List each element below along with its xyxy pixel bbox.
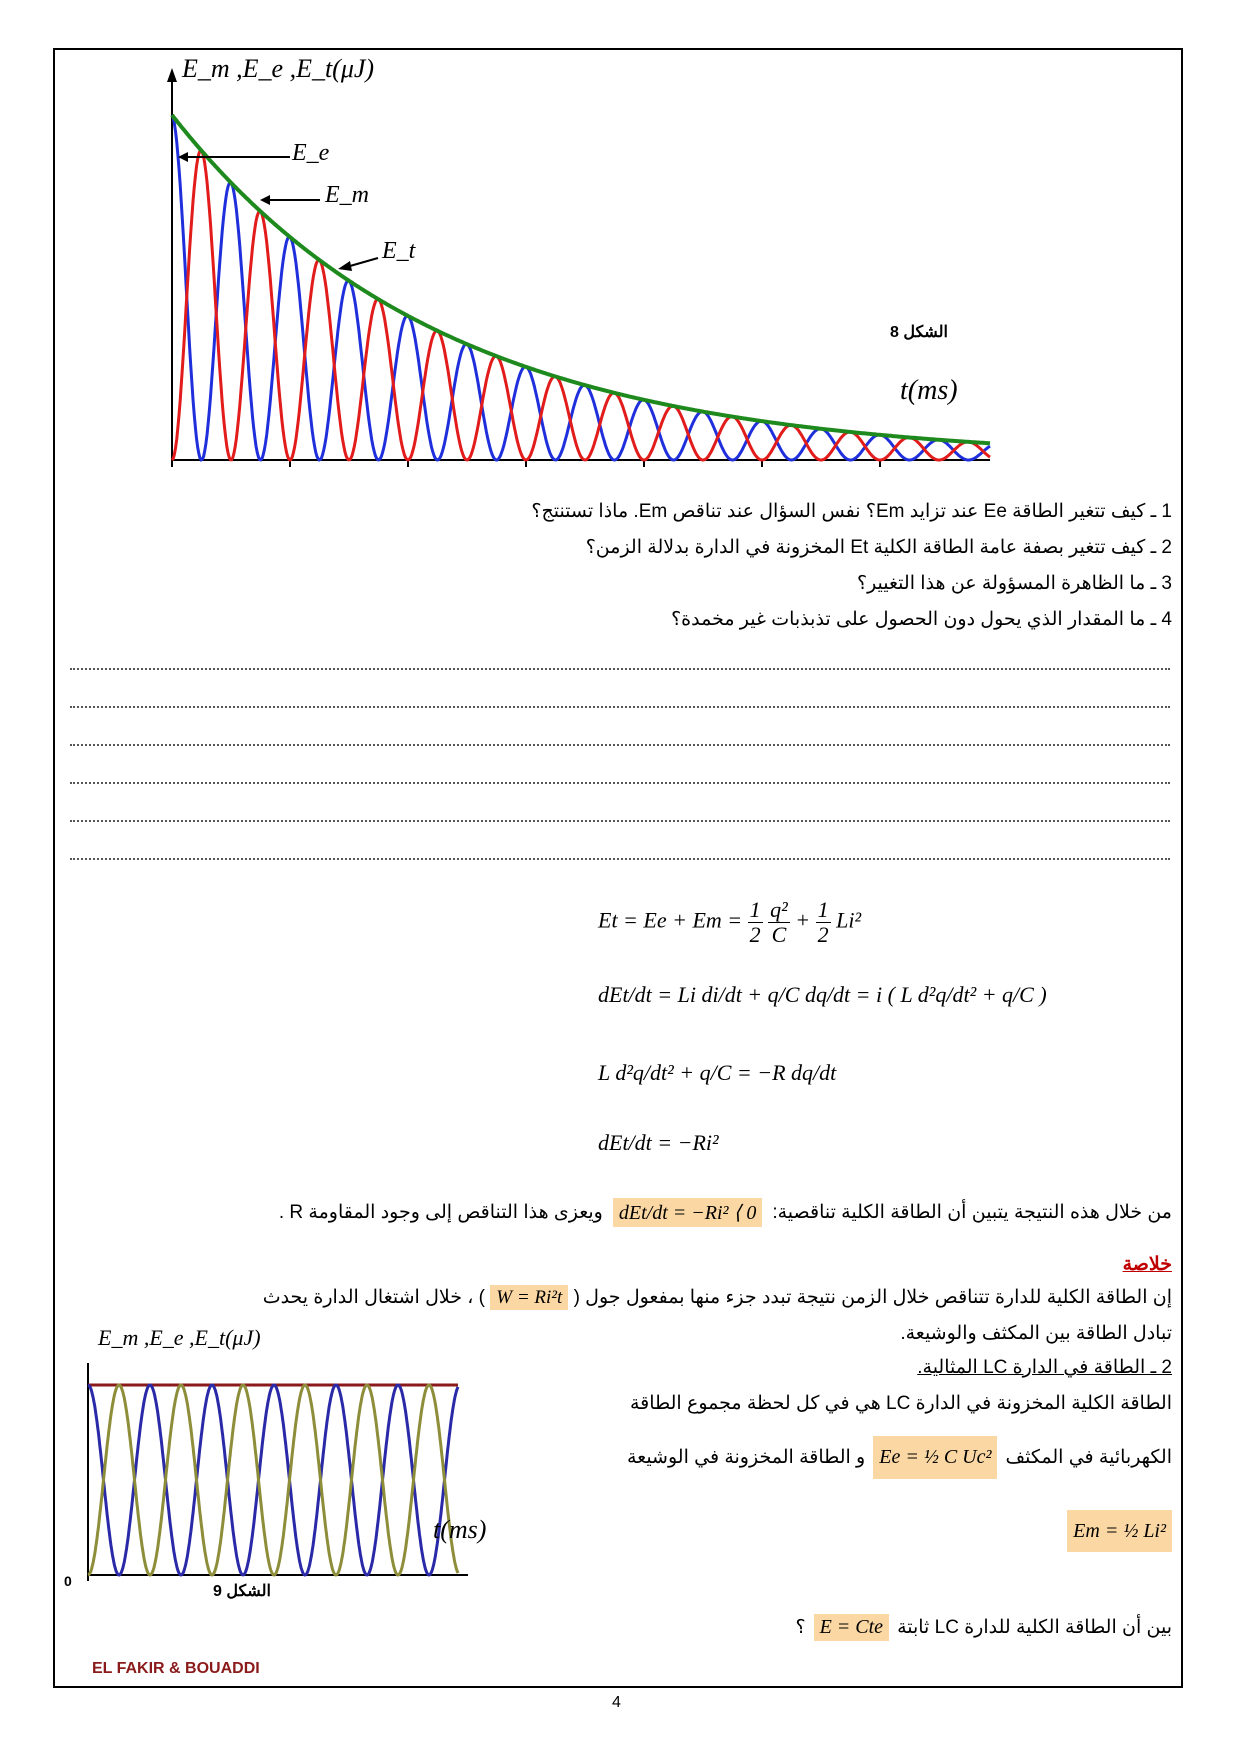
summary-text-b: ) ، خلال اشتغال الدارة يحدث xyxy=(262,1287,485,1308)
summary-text-a: إن الطاقة الكلية للدارة تتناقص خلال الزمن نتيجة تبدد جزء منها بمفعول جول ( xyxy=(573,1287,1172,1308)
fig9-caption: الشكل 9 xyxy=(213,1583,271,1600)
figure-9-plot xyxy=(58,1325,518,1610)
eq1-tail: Li² xyxy=(836,907,862,933)
eq1-left: Et = Ee + Em = xyxy=(598,907,743,933)
arrow-em-head xyxy=(260,195,270,205)
curve-em xyxy=(172,150,990,460)
summary-title: خلاصة xyxy=(1122,1254,1172,1275)
equation-4: dEt/dt = −Ri² xyxy=(598,1130,719,1155)
fig8-label-ee: E_e xyxy=(292,140,330,166)
answer-line[interactable] xyxy=(70,744,1170,746)
eq1-frac3-num: 1 xyxy=(817,897,829,922)
section-2-question xyxy=(795,1614,1172,1641)
eq1-frac3-den: 2 xyxy=(817,922,829,948)
answer-line[interactable] xyxy=(70,782,1170,784)
section-2-line-1: الطاقة الكلية المخزونة في الدارة LC هي في كل لحظة مجموع الطاقة xyxy=(630,1393,1172,1414)
y-axis-arrow xyxy=(167,68,177,82)
eq1-frac1-num: 1 xyxy=(749,897,761,922)
section-2-text-a: الكهربائية في المكثف xyxy=(1005,1447,1172,1468)
eq1-frac2-num: q² xyxy=(770,897,788,922)
fig9-y-label: E_m ,E_e ,E_t(μJ) xyxy=(98,1325,261,1350)
question-1: 1 ـ كيف تتغير الطاقة Ee عند تزايد Em؟ نفس السؤال عند تناقص Em. ماذا تستنتج؟ xyxy=(531,501,1172,522)
section-2-line-2 xyxy=(627,1436,1172,1479)
fig8-label-em: E_m xyxy=(325,182,369,208)
fig9-origin: 0 xyxy=(64,1573,72,1589)
ee-formula: Ee = ½ C Uc² xyxy=(873,1436,997,1479)
equation-1 xyxy=(598,898,861,947)
answer-line[interactable] xyxy=(70,858,1170,860)
question-2: 2 ـ كيف تتغير بصفة عامة الطاقة الكلية Et المخزونة في الدارة بدلالة الزمن؟ xyxy=(585,537,1172,558)
figure-9 xyxy=(58,1325,518,1610)
page-number: 4 xyxy=(612,1694,621,1711)
equation-2: dEt/dt = Li di/dt + q/C dq/dt = i ( L d²q/dt² + q/C ) xyxy=(598,982,1047,1007)
joule-formula: W = Ri²t xyxy=(490,1285,568,1310)
answer-line[interactable] xyxy=(70,820,1170,822)
fig8-caption: الشكل 8 xyxy=(890,324,948,341)
em-formula: Em = ½ Li² xyxy=(1067,1510,1172,1552)
question-3: 3 ـ ما الظاهرة المسؤولة عن هذا التغيير؟ xyxy=(856,573,1172,594)
fig8-y-label: E_m ,E_e ,E_t(μJ) xyxy=(182,54,375,83)
eq1-frac2-den: C xyxy=(771,922,787,948)
summary-line-1 xyxy=(263,1286,1172,1309)
summary-line-2: تبادل الطاقة بين المكثف والوشيعة. xyxy=(900,1323,1172,1344)
result-text-after: ويعزى هذا التناقص إلى وجود المقاومة R . xyxy=(278,1202,603,1223)
section-2-question-mark: ؟ xyxy=(795,1617,806,1638)
answer-line[interactable] xyxy=(70,706,1170,708)
result-formula: dEt/dt = −Ri² ⟨ 0 xyxy=(613,1198,762,1227)
result-text-before: من خلال هذه النتيجة يتبين أن الطاقة الكلية تناقصية: xyxy=(772,1202,1172,1223)
fig8-label-et: E_t xyxy=(382,238,416,264)
fig8-x-label: t(ms) xyxy=(900,375,958,406)
eq1-plus: + xyxy=(795,907,811,933)
answer-line[interactable] xyxy=(70,668,1170,670)
section-2-title: 2 ـ الطاقة في الدارة LC المثالية. xyxy=(917,1357,1172,1378)
equation-3: L d²q/dt² + q/C = −R dq/dt xyxy=(598,1060,837,1085)
const-formula: E = Cte xyxy=(814,1614,890,1641)
figure-8-plot xyxy=(160,60,1100,480)
section-2-text-b: و الطاقة المخزونة في الوشيعة xyxy=(626,1447,866,1468)
section-2-question-text: بين أن الطاقة الكلية للدارة LC ثابتة xyxy=(897,1617,1172,1638)
arrow-et-head xyxy=(338,261,352,271)
arrow-et xyxy=(350,258,378,266)
fig9-x-label: t(ms) xyxy=(433,1515,487,1544)
eq1-frac1-den: 2 xyxy=(749,922,761,948)
result-line xyxy=(279,1198,1172,1227)
footer-authors: EL FAKIR & BOUADDI xyxy=(92,1660,260,1677)
figure-8 xyxy=(160,54,1100,480)
em-formula-line xyxy=(1067,1520,1172,1543)
question-4: 4 ـ ما المقدار الذي يحول دون الحصول على تذبذبات غير مخمدة؟ xyxy=(671,609,1172,630)
